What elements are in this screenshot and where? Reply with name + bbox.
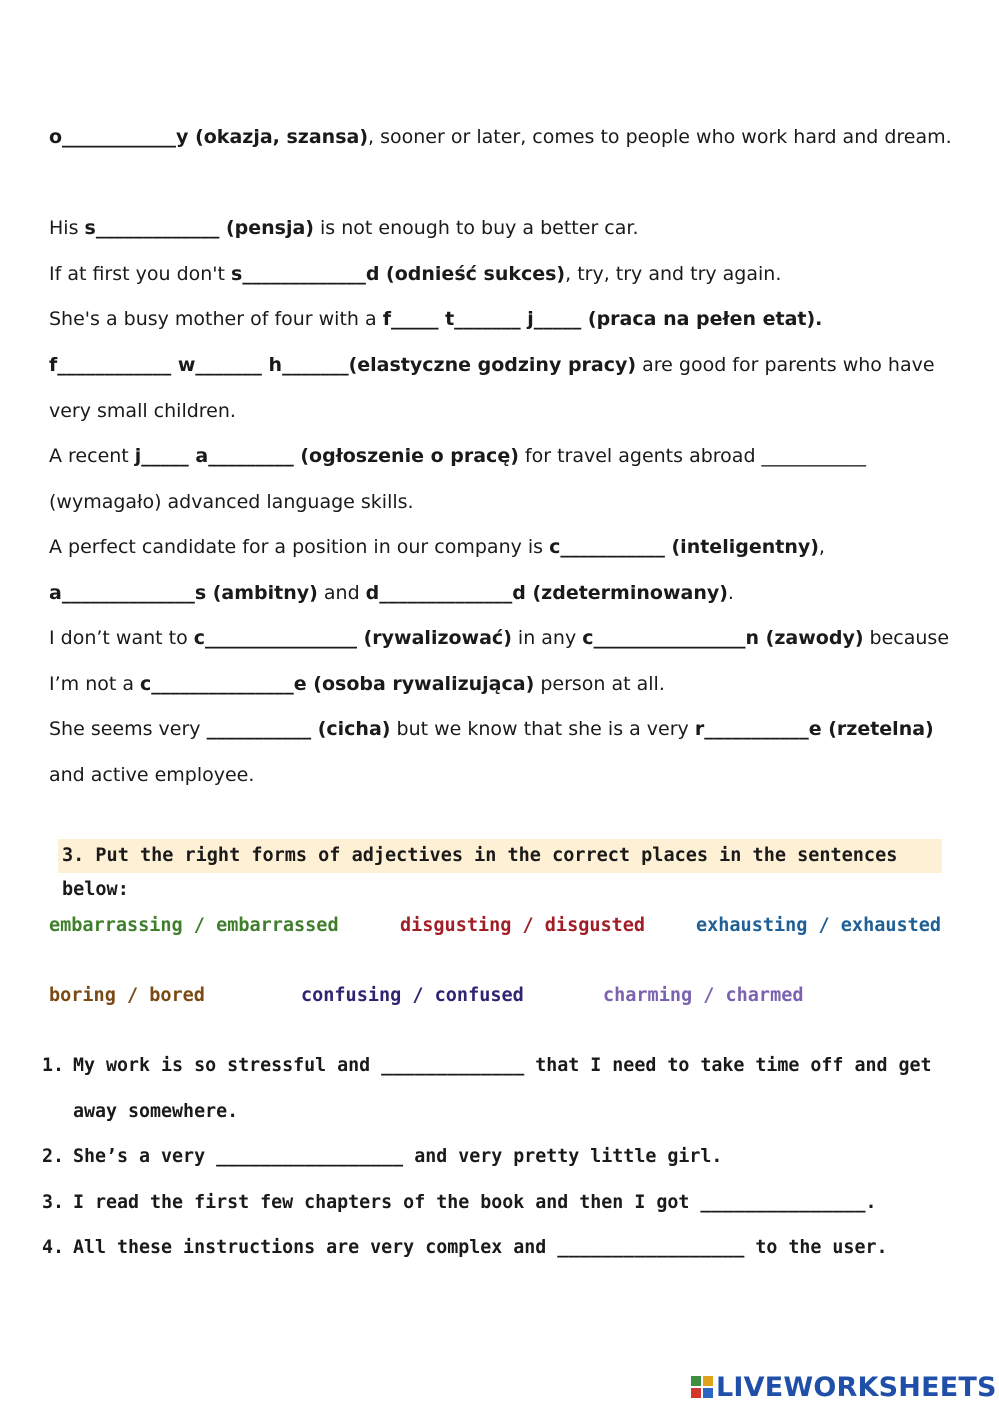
blank-determined[interactable]: d______________d (zdeterminowany) [365,581,728,604]
liveworksheets-icon [690,1375,714,1399]
blank-salary[interactable]: s_____________ (pensja) [84,217,314,239]
word-pair-disgusting: disgusting / disgusted [400,915,646,936]
sentence-text: is not enough to buy a better car. [313,217,639,239]
task-3-sentences [42,1043,954,1271]
sentence-text: but we know that she is a very [390,718,695,740]
sentence-text: All these instructions are very complex and _________________ to the user. [73,1237,888,1258]
sentence-text: His [49,217,85,239]
sentence-text: because I’m not a [49,627,950,695]
word-pair-embarrassing: embarrassing / embarrassed [49,915,339,936]
sentence-text: A recent [49,445,135,467]
sentence-text: for travel agents abroad ___________ (wymagało) advanced language skills. [49,445,867,513]
sentence-text: , [818,536,825,558]
hint-opportunity: (okazja, szansa) [188,126,369,148]
sentence-text: and [317,581,366,604]
sentence-text: She seems very [49,718,207,740]
blank-competitive[interactable]: c_______________e (osoba rywalizująca) [140,672,535,695]
task-3-sentence[interactable] [42,1134,954,1180]
liveworksheets-wordmark: LIVEWORKSHEETS [716,1371,997,1403]
blank-intelligent[interactable]: c___________ (inteligentny) [549,536,819,558]
sentence-text: I don’t want to [49,627,194,649]
sentence-text: If at first you don't [49,263,232,285]
blank-flexible-hours[interactable]: f____________ w_______ h_______(elastyczne godziny pracy) [49,354,637,376]
blank-compete[interactable]: c________________ (rywalizować) [193,627,512,649]
sentence-text: , sooner or later, comes to people who work hard and dream. [368,126,952,148]
liveworksheets-logo[interactable] [690,1371,997,1403]
task-3-sentence[interactable] [42,1225,954,1271]
sentence-compete [49,616,954,707]
sentence-quiet [49,707,954,798]
sentence-number: 1. [42,1055,65,1076]
sentence-text: person at all. [534,672,665,695]
word-pair-confusing: confusing / confused [301,985,524,1006]
sentence-number: 2. [42,1146,65,1167]
sentence-text: She’s a very _________________ and very pretty little girl. [73,1146,723,1167]
sentence-text: I read the first few chapters of the book and then I got _______________. [73,1191,877,1213]
blank-succeed[interactable]: s_____________d (odnieść sukces) [231,263,566,285]
sentence-salary [49,206,954,252]
sentence-number: 4. [42,1237,65,1258]
sentence-text: She's a busy mother of four with a [49,308,383,330]
task-3-title: 3. Put the right forms of adjectives in the correct places in the sentences below: [58,839,942,873]
sentence-number: 3. [42,1191,65,1213]
sentence-opportunity [49,115,954,161]
sentence-text: are good for parents who have very small children. [49,354,935,422]
task-3-sentence[interactable] [42,1043,954,1134]
sentence-candidate [49,525,954,616]
word-pair-boring: boring / bored [49,985,205,1006]
sentence-text: and active employee. [49,763,255,786]
sentence-full-time-job [49,297,954,343]
sentence-text: My work is so stressful and _____________ that I need to take time off and get away somewhere. [73,1055,932,1122]
blank-reliable[interactable]: r___________e (rzetelna) [694,718,934,740]
blank-competition[interactable]: c________________n (zawody) [582,627,864,649]
task-3-sentence[interactable] [42,1180,954,1226]
blank-ambitious[interactable]: a______________s (ambitny) [49,581,318,604]
blank-full-time-job[interactable]: f_____ t_______ j_____ (praca na pełen etat). [382,308,823,330]
sentence-text: . [727,581,734,604]
word-pair-exhausting: exhausting / exhausted [696,915,942,936]
sentence-text: , try, try and try again. [565,263,782,285]
sentence-flexible-hours [49,343,954,434]
word-pair-charming: charming / charmed [603,985,804,1006]
sentence-job-advert [49,434,954,525]
blank-job-advert[interactable]: j_____ a_________ (ogłoszenie o pracę) [134,445,519,467]
sentence-succeed [49,252,954,298]
blank-opportunity[interactable]: o____________y [49,126,189,148]
blank-quiet[interactable]: ___________ (cicha) [206,718,391,740]
sentence-text: A perfect candidate for a position in our company is [49,536,550,558]
sentence-text: in any [511,627,583,649]
